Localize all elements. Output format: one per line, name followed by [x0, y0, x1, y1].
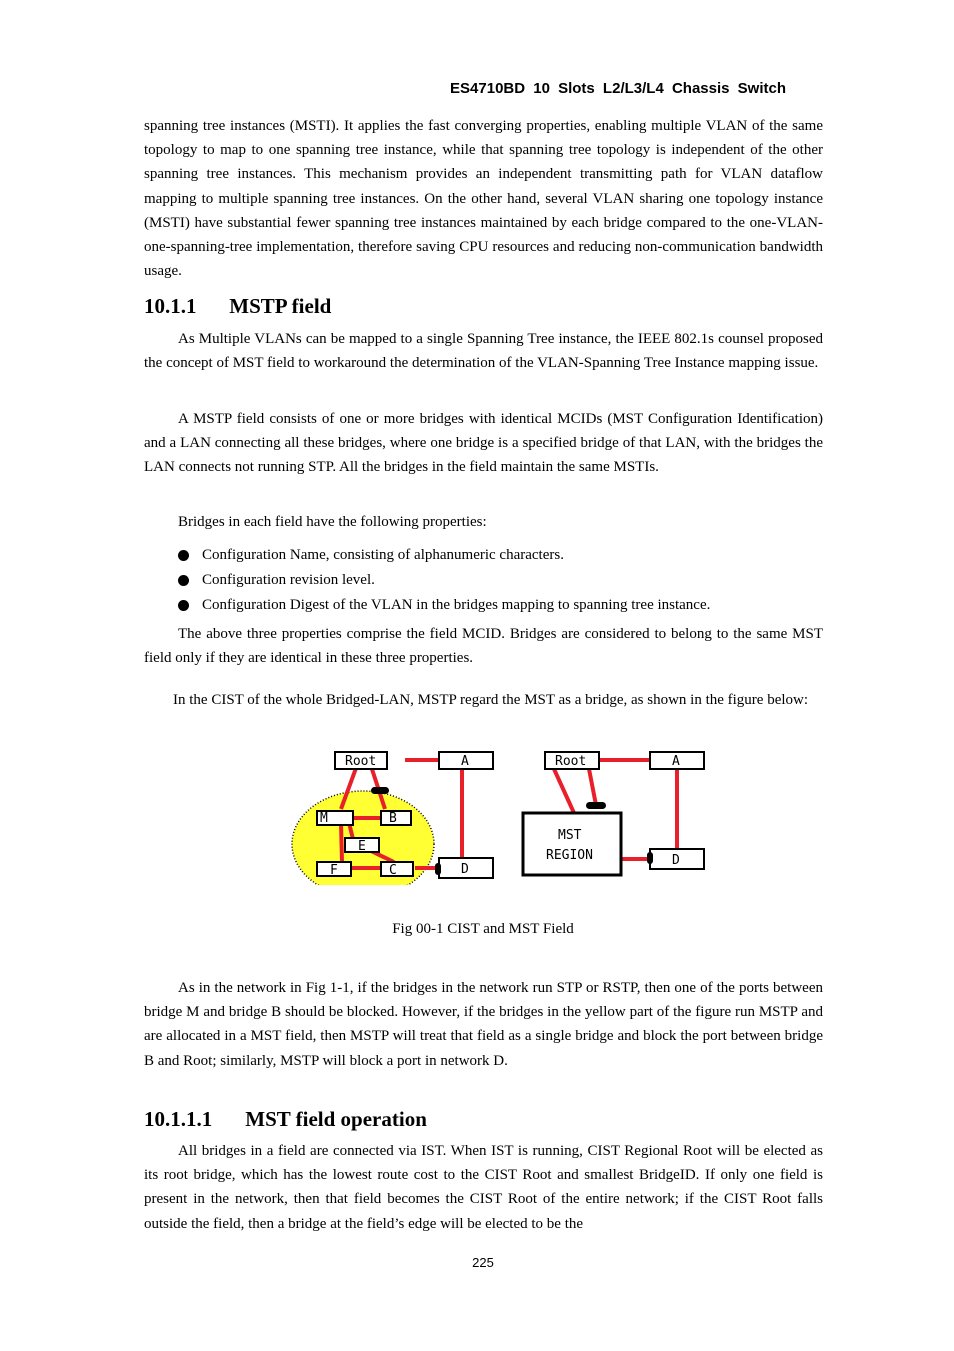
list-item: [144, 543, 823, 568]
bridge-m-label: M: [320, 811, 328, 826]
bridge-d-label: D: [461, 862, 469, 877]
blocked-port-icon: [435, 863, 441, 875]
mst-region-label: MST: [558, 828, 582, 843]
page-number: 225: [472, 1255, 494, 1270]
bridge-a-label: A: [461, 754, 469, 769]
property-list: [144, 543, 823, 618]
figure-caption: Fig 00-1 CIST and MST Field: [392, 921, 574, 937]
paragraph-mcid: The above three properties comprise the field MCID. Bridges are considered to belong to the same MST field only if they are identical in these three properties.: [144, 626, 823, 667]
section-title: MSTP field: [229, 294, 332, 318]
bullet-icon: [178, 575, 189, 586]
paragraph-ist: All bridges in a field are connected via IST. When IST is running, CIST Regional Root will be elected as its root bridge, which has the lowest route cost to the CIST Root and smallest BridgeID. If only one field is present in the network, then that field becomes the CIST Root of the entire network; if the CIST Root falls outside the field, then a bridge at the field’s edge will be elected to be the: [144, 1143, 823, 1232]
blocked-port-icon: [586, 802, 606, 809]
paragraph-ieee-counsel: As Multiple VLANs can be mapped to a single Spanning Tree instance, the IEEE 802.1s counsel proposed the concept of MST field to workaround the determination of the VLAN-Spanning Tree Instance mapping issue.: [144, 331, 823, 372]
mst-region-label: REGION: [546, 848, 593, 863]
blocked-port-icon: [647, 852, 653, 864]
bridge-f-label: F: [330, 863, 338, 878]
bridge-e-label: E: [358, 839, 366, 854]
paragraph-field-properties-intro: Bridges in each field have the following properties:: [178, 514, 487, 530]
bridge-c-label: C: [389, 863, 397, 878]
list-item-text: Configuration revision level.: [202, 572, 375, 588]
section-number: 10.1.1.1: [144, 1107, 213, 1131]
list-item-text: Configuration Name, consisting of alphanumeric characters.: [202, 547, 564, 563]
left-network: [292, 752, 493, 885]
blocked-port-icon: [371, 787, 389, 794]
paragraph-msti-intro: spanning tree instances (MSTI). It applies the fast converging properties, enabling multiple VLAN of the same topology to map to one spanning tree instance, while that spanning tree topology is independent of the other spanning tree instances. This mechanism provides an independent transmitting path for VLAN dataflow mapping to multiple spanning tree instances. On the other hand, several VLAN sharing one topology instance (MSTI) have substantial fewer spanning tree instances maintained by each bridge compared to the one-VLAN-one-spanning-tree implementation, therefore saving CPU resources and reducing non-communication bandwidth usage.: [144, 118, 823, 280]
mst-region-box: [523, 813, 621, 875]
section-heading-mstp-field: [144, 294, 331, 319]
right-network: [523, 752, 704, 875]
paragraph-mstp-field-definition: A MSTP field consists of one or more bridges with identical MCIDs (MST Configuration Identification) and a LAN connecting all these bridges, where one bridge is a specified bridge of that LAN, with the bridges the LAN connects not running STP. All the bridges in the field maintain the same MSTIs.: [144, 411, 823, 476]
list-item-text: Configuration Digest of the VLAN in the bridges mapping to spanning tree instance.: [202, 597, 711, 613]
bullet-icon: [178, 550, 189, 561]
cist-mst-diagram: [289, 745, 709, 885]
section-title: MST field operation: [245, 1107, 427, 1131]
paragraph-fig-explanation: As in the network in Fig 1-1, if the bridges in the network run STP or RSTP, then one of the ports between bridge M and bridge B should be blocked. However, if the bridges in the yellow part of the figure run MSTP and are allocated in a MST field, then MSTP will treat that field as a single bridge and block the port between bridge B and Root; similarly, MSTP will block a port in network D.: [144, 980, 823, 1069]
list-item: [144, 593, 823, 618]
section-heading-mst-field-operation: [144, 1107, 427, 1132]
list-item: [144, 568, 823, 593]
bridge-root-label: Root: [555, 754, 587, 769]
running-header: ES4710BD 10 Slots L2/L3/L4 Chassis Switch: [450, 80, 786, 97]
bridge-b-label: B: [389, 811, 397, 826]
paragraph-cist-intro: In the CIST of the whole Bridged-LAN, MSTP regard the MST as a bridge, as shown in the figure below:: [173, 692, 809, 708]
bullet-icon: [178, 600, 189, 611]
bridge-root-label: Root: [345, 754, 377, 769]
bridge-d-label: D: [672, 853, 680, 868]
bridge-a-label: A: [672, 754, 680, 769]
section-number: 10.1.1: [144, 294, 197, 318]
